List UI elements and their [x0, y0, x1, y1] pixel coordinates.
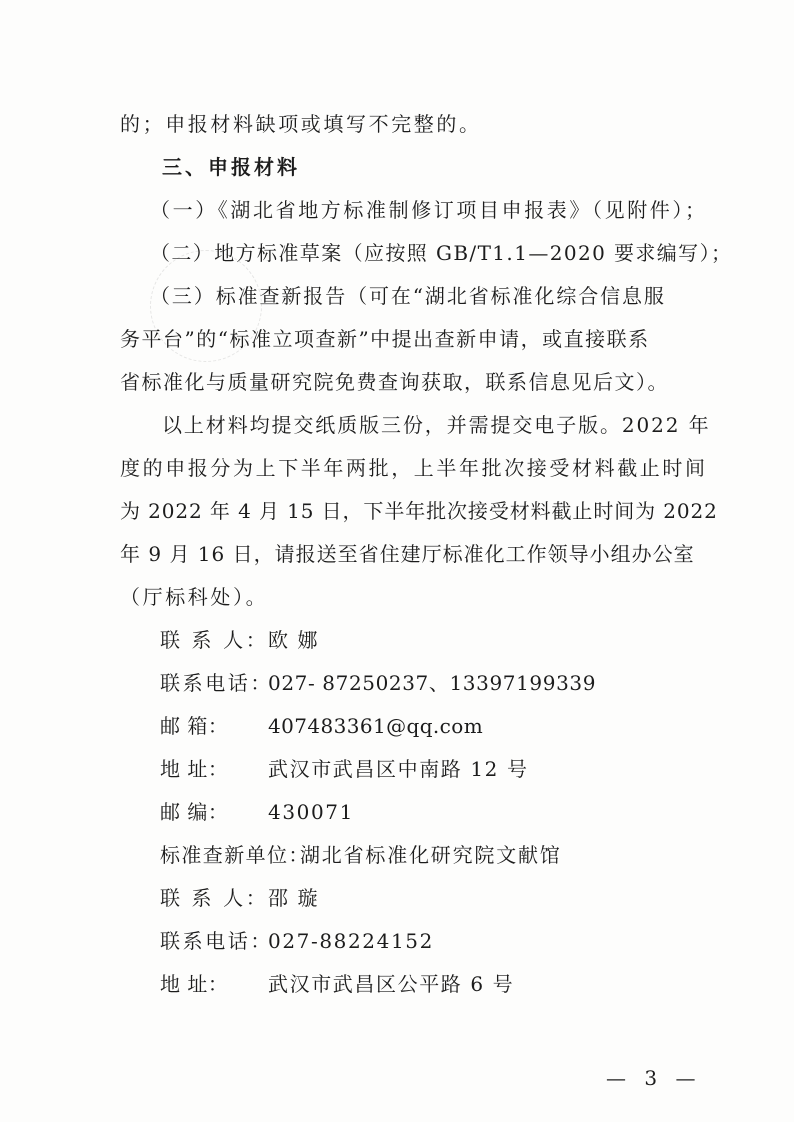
- contact-person-value: 欧 娜: [268, 628, 320, 652]
- paragraph-line: 度的申报分为上下半年两批，上半年批次接受材料截止时间: [120, 456, 708, 480]
- search-unit-label: 标准查新单位：: [160, 843, 310, 867]
- paragraph-line: （厅标科处）。: [120, 585, 269, 609]
- contact-phone-label: 联系电话：: [160, 929, 273, 953]
- section-heading: 三、申报材料: [162, 155, 300, 179]
- paragraph-line: 的；申报材料缺项或填写不完整的。: [120, 112, 482, 136]
- contact-phone-value: 027-88224152: [268, 929, 434, 953]
- search-unit-value: 湖北省标准化研究院文献馆: [300, 843, 562, 867]
- list-item: （二）地方标准草案（应按照 GB/T1.1—2020 要求编写）；: [150, 241, 733, 265]
- contact-address-value: 武汉市武昌区公平路 6 号: [268, 972, 515, 996]
- contact-postcode-label: 邮 编：: [160, 800, 229, 824]
- contact-address-label: 地 址：: [160, 757, 229, 781]
- paragraph-line: 以上材料均提交纸质版三份，并需提交电子版。2022 年: [162, 413, 711, 437]
- list-item: （一）《湖北省地方标准制修订项目申报表》（见附件）；: [150, 198, 708, 222]
- paragraph-line: 省标准化与质量研究院免费查询获取，联系信息见后文）。: [120, 370, 669, 394]
- contact-phone-label: 联系电话：: [160, 671, 273, 695]
- list-item: （三）标准查新报告（可在“湖北省标准化综合信息服: [150, 284, 666, 308]
- paragraph-line: 年 9 月 16 日，请报送至省住建厅标准化工作领导小组办公室: [120, 542, 695, 566]
- contact-person-label: 联 系 人：: [160, 628, 269, 652]
- contact-email-value: 407483361@qq.com: [268, 714, 484, 738]
- contact-person-value: 邵 璇: [268, 886, 320, 910]
- page-number: — 3 —: [606, 1066, 702, 1090]
- paragraph-line: 为 2022 年 4 月 15 日，下半年批次接受材料截止时间为 2022: [120, 499, 718, 523]
- contact-email-label: 邮 箱：: [160, 714, 229, 738]
- contact-address-label: 地 址：: [160, 972, 229, 996]
- paragraph-line: 务平台”的“标准立项查新”中提出查新申请，或直接联系: [120, 327, 650, 351]
- contact-address-value: 武汉市武昌区中南路 12 号: [268, 757, 529, 781]
- contact-postcode-value: 430071: [268, 800, 354, 824]
- contact-person-label: 联 系 人：: [160, 886, 269, 910]
- contact-phone-value: 027- 87250237、13397199339: [268, 671, 597, 695]
